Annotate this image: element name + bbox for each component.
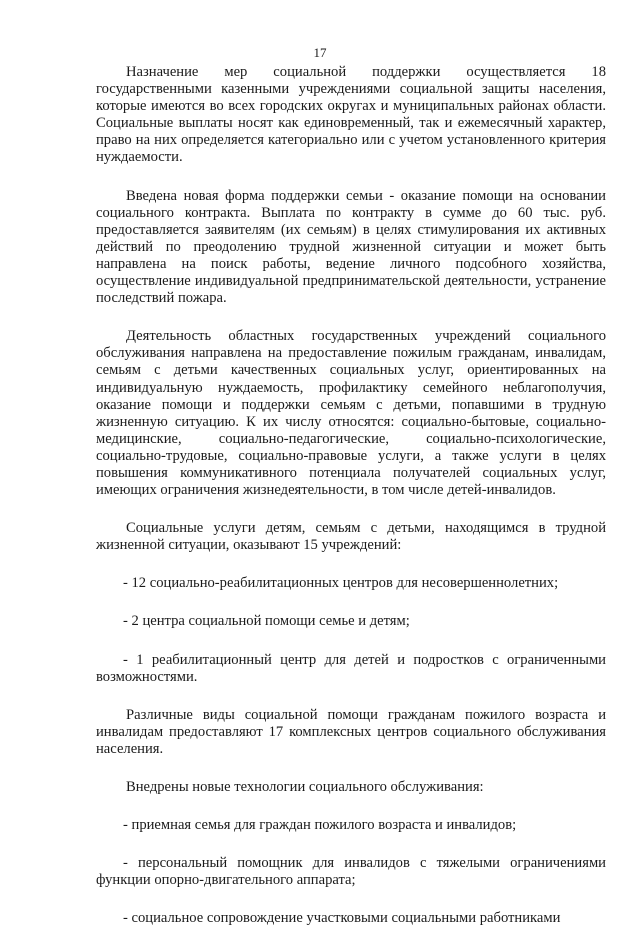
- list-item-rehab-center-disabled: - 1 реабилитационный центр для детей и подростков с ограниченными возможностями.: [96, 651, 606, 685]
- list-item-family-help-centers: - 2 центра социальной помощи семье и детям;: [123, 613, 410, 630]
- paragraph-social-support-measures: Назначение мер социальной поддержки осуществляется 18 государственными казенными учреждениями социальной защиты населения, которые имеются во всех городских округах и муниципальных районах области. Социальные выплаты носят как единовременный, так и ежемесячный характер, право на них определяется категориально или с учетом установленного критерия нуждаемости.: [96, 64, 606, 166]
- list-item-personal-assistant: - персональный помощник для инвалидов с тяжелыми ограничениями функции опорно-двигательного аппарата;: [96, 855, 606, 889]
- page-number: 17: [313, 45, 327, 60]
- paragraph-services-for-children: Социальные услуги детям, семьям с детьми, находящимся в трудной жизненной ситуации, оказывают 15 учреждений:: [96, 520, 606, 554]
- list-item-social-escort: - социальное сопровождение участковыми социальными работниками: [123, 910, 561, 927]
- list-item-foster-family: - приемная семья для граждан пожилого возраста и инвалидов;: [123, 817, 517, 834]
- paragraph-new-technologies: Внедрены новые технологии социального обслуживания:: [126, 779, 484, 795]
- document-body: [96, 64, 606, 948]
- paragraph-social-contract: Введена новая форма поддержки семьи - оказание помощи на основании социального контракта. Выплата по контракту в сумме до 60 тыс. руб. предоставляется заявителям (их семьям) в целях стимулирования их активных действий по преодолению трудной жизненной ситуации и может быть направлена на поиск работы, ведение личного подсобного хозяйства, осуществление индивидуальной предпринимательской деятельности, устранение последствий пожара.: [96, 187, 606, 307]
- paragraph-social-service-institutions: Деятельность областных государственных учреждений социального обслуживания направлена на предоставление пожилым гражданам, инвалидам, семьям с детьми качественных социальных услуг, ориентированных на индивидуальную нуждаемость, профилактику семейного неблагополучия, оказание помощи и поддержки семьям с детьми, попавшими в трудную жизненную ситуацию. К их числу относятся: социально-бытовые, социально-медицинские, социально-педагогические, социально-психологические, социально-трудовые, социально-правовые услуги, а также услуги в целях повышения коммуникативного потенциала получателей социальных услуг, имеющих ограничения жизнедеятельности, в том числе детей-инвалидов.: [96, 328, 606, 499]
- paragraph-elderly-services: Различные виды социальной помощи гражданам пожилого возраста и инвалидам предоставляют 17 комплексных центров социального обслуживания населения.: [96, 706, 606, 757]
- list-item-rehab-centers: - 12 социально-реабилитационных центров для несовершеннолетних;: [123, 575, 559, 592]
